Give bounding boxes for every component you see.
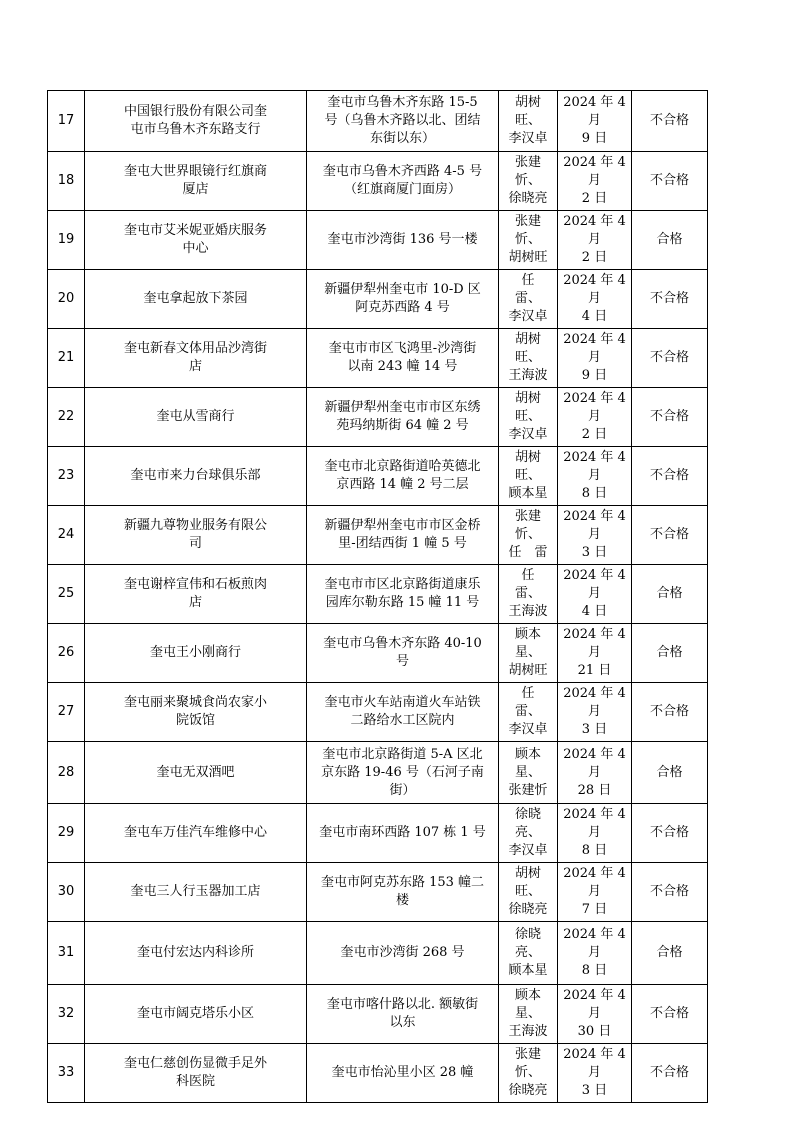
business-name-text: 中国银行股份有限公司奎 屯市乌鲁木齐东路支行 — [123, 104, 267, 137]
result-cell — [632, 211, 708, 270]
table-row — [48, 211, 708, 270]
business-name-text: 奎屯大世界眼镜行红旗商 厦店 — [123, 164, 267, 197]
inspection-date-text: 2024 年 4 月 7 日 — [563, 866, 626, 917]
business-name-text: 奎屯新春文体用品沙湾街 店 — [123, 341, 267, 374]
table-row — [48, 447, 708, 506]
result-cell — [632, 270, 708, 329]
row-number-cell — [48, 270, 85, 329]
table-row — [48, 91, 708, 152]
address-text: 奎屯市乌鲁木齐西路 4-5 号 （红旗商厦门面房） — [322, 164, 483, 197]
inspectors-text: 胡树旺、 徐晓亮 — [508, 866, 548, 917]
inspectors-text: 顾本星、 张建忻 — [508, 746, 548, 798]
inspection-date-text: 2024 年 4 月 8 日 — [563, 927, 626, 978]
address-text: 奎屯市北京路街道哈英德北 京西路 14 幢 2 号二层 — [324, 459, 481, 492]
inspection-date-text: 2024 年 4 月 3 日 — [563, 686, 626, 737]
inspection-date-text: 2024 年 4 月 3 日 — [563, 1047, 626, 1098]
address-cell — [307, 804, 499, 863]
table-row — [48, 922, 708, 985]
row-number-cell — [48, 985, 85, 1044]
result-text: 不合格 — [649, 1006, 689, 1021]
row-number-cell — [48, 388, 85, 447]
inspection-date-cell — [558, 388, 632, 447]
row-number-cell — [48, 863, 85, 922]
business-name-cell — [85, 329, 307, 388]
inspectors-cell — [499, 91, 558, 152]
result-cell — [632, 447, 708, 506]
business-name-text: 奎屯市来力台球俱乐部 — [130, 468, 261, 483]
inspectors-text: 张建忻、 徐晓亮 — [508, 1047, 548, 1098]
address-text: 新疆伊犁州奎屯市市区东绣 苑玛纳斯街 64 幢 2 号 — [324, 400, 481, 433]
address-cell — [307, 270, 499, 329]
address-text: 奎屯市南环西路 107 栋 1 号 — [319, 825, 486, 840]
result-text: 合格 — [656, 764, 683, 780]
row-number-text: 31 — [57, 945, 75, 960]
address-text: 新疆伊犁州奎屯市 10-D 区 阿克苏西路 4 号 — [324, 282, 481, 315]
row-number-text: 29 — [57, 825, 75, 840]
business-name-cell — [85, 624, 307, 683]
row-number-text: 17 — [57, 113, 75, 128]
row-number-cell — [48, 447, 85, 506]
row-number-cell — [48, 506, 85, 565]
result-text: 不合格 — [649, 884, 689, 899]
inspectors-cell — [499, 1044, 558, 1103]
inspectors-text: 胡树旺、 李汉卓 — [508, 391, 548, 442]
inspection-date-cell — [558, 211, 632, 270]
business-name-text: 奎屯付宏达内科诊所 — [136, 945, 254, 960]
inspection-results-table — [47, 90, 708, 1103]
inspection-date-cell — [558, 270, 632, 329]
inspectors-cell — [499, 152, 558, 211]
result-cell — [632, 683, 708, 742]
inspectors-text: 任 雷、 李汉卓 — [508, 273, 548, 324]
row-number-cell — [48, 329, 85, 388]
result-text: 不合格 — [649, 173, 689, 188]
result-text: 不合格 — [649, 291, 689, 306]
inspection-date-cell — [558, 565, 632, 624]
business-name-cell — [85, 506, 307, 565]
business-name-cell — [85, 985, 307, 1044]
inspectors-text: 张建忻、 任 雷 — [508, 509, 548, 560]
result-text: 不合格 — [649, 350, 689, 365]
address-text: 奎屯市乌鲁木齐东路 15-5 号（乌鲁木齐路以北、团结 东街以东） — [324, 95, 481, 146]
address-text: 奎屯市沙湾街 268 号 — [340, 945, 465, 960]
business-name-cell — [85, 863, 307, 922]
business-name-cell — [85, 922, 307, 985]
address-cell — [307, 91, 499, 152]
inspectors-text: 顾本星、 胡树旺 — [508, 627, 548, 678]
address-cell — [307, 922, 499, 985]
inspection-date-text: 2024 年 4 月 8 日 — [563, 450, 626, 501]
row-number-text: 22 — [57, 409, 75, 424]
address-cell — [307, 683, 499, 742]
business-name-text: 奎屯车万佳汽车维修中心 — [123, 825, 267, 840]
inspectors-cell — [499, 985, 558, 1044]
address-text: 奎屯市火车站南道火车站铁 二路给水工区院内 — [324, 695, 481, 728]
inspectors-cell — [499, 211, 558, 270]
inspection-date-cell — [558, 742, 632, 804]
result-text: 合格 — [656, 945, 683, 960]
result-text: 不合格 — [649, 468, 689, 483]
inspectors-text: 任 雷、 王海波 — [508, 568, 548, 619]
row-number-text: 33 — [57, 1065, 75, 1080]
inspection-date-cell — [558, 985, 632, 1044]
row-number-text: 28 — [57, 764, 75, 780]
inspectors-text: 张建忻、 胡树旺 — [508, 214, 548, 265]
inspection-date-text: 2024 年 4 月 2 日 — [563, 155, 626, 206]
table-row — [48, 742, 708, 804]
row-number-cell — [48, 565, 85, 624]
address-cell — [307, 388, 499, 447]
table-row — [48, 388, 708, 447]
result-text: 不合格 — [649, 1065, 689, 1080]
result-cell — [632, 985, 708, 1044]
business-name-text: 奎屯从雪商行 — [156, 409, 235, 424]
table-body — [48, 91, 708, 1103]
business-name-cell — [85, 211, 307, 270]
address-text: 奎屯市阿克苏东路 153 幢二 楼 — [320, 875, 485, 908]
business-name-text: 奎屯王小刚商行 — [149, 645, 241, 660]
row-number-cell — [48, 91, 85, 152]
inspection-date-text: 2024 年 4 月 3 日 — [563, 509, 626, 560]
result-cell — [632, 91, 708, 152]
address-text: 奎屯市市区飞鸿里-沙湾街 以南 243 幢 14 号 — [328, 341, 477, 374]
result-text: 合格 — [656, 645, 683, 660]
inspection-date-cell — [558, 329, 632, 388]
inspectors-cell — [499, 447, 558, 506]
address-cell — [307, 152, 499, 211]
result-cell — [632, 329, 708, 388]
address-text: 奎屯市喀什路以北. 额敏街 以东 — [326, 997, 479, 1030]
result-cell — [632, 863, 708, 922]
inspectors-cell — [499, 863, 558, 922]
inspectors-text: 胡树旺、 王海波 — [508, 332, 548, 383]
inspectors-text: 胡树旺、 李汉卓 — [508, 95, 548, 146]
inspectors-cell — [499, 683, 558, 742]
address-cell — [307, 1044, 499, 1103]
row-number-text: 19 — [57, 232, 75, 247]
inspection-date-text: 2024 年 4 月 30 日 — [563, 988, 626, 1039]
result-cell — [632, 506, 708, 565]
inspection-date-text: 2024 年 4 月 2 日 — [563, 391, 626, 442]
address-cell — [307, 742, 499, 804]
result-text: 不合格 — [649, 409, 689, 424]
table-row — [48, 624, 708, 683]
business-name-text: 奎屯丽来聚城食尚农家小 院饭馆 — [123, 695, 267, 728]
inspection-date-cell — [558, 624, 632, 683]
result-cell — [632, 388, 708, 447]
result-cell — [632, 742, 708, 804]
row-number-text: 25 — [57, 586, 75, 601]
result-cell — [632, 922, 708, 985]
business-name-text: 新疆九尊物业服务有限公 司 — [123, 518, 267, 551]
inspection-date-cell — [558, 922, 632, 985]
table-row — [48, 863, 708, 922]
table-row — [48, 804, 708, 863]
inspectors-cell — [499, 270, 558, 329]
result-cell — [632, 565, 708, 624]
inspection-date-text: 2024 年 4 月 8 日 — [563, 807, 626, 858]
inspectors-text: 胡树旺、 顾本星 — [508, 450, 548, 501]
row-number-cell — [48, 624, 85, 683]
business-name-text: 奎屯仁慈创伤显微手足外 科医院 — [123, 1056, 267, 1089]
table-row — [48, 152, 708, 211]
inspection-date-cell — [558, 91, 632, 152]
row-number-text: 27 — [57, 704, 75, 719]
inspectors-cell — [499, 565, 558, 624]
row-number-cell — [48, 742, 85, 804]
result-text: 不合格 — [649, 113, 689, 128]
inspectors-cell — [499, 804, 558, 863]
address-cell — [307, 624, 499, 683]
business-name-cell — [85, 388, 307, 447]
row-number-text: 21 — [57, 350, 75, 365]
table-row — [48, 683, 708, 742]
address-text: 奎屯市市区北京路街道康乐 园库尔勒东路 15 幢 11 号 — [324, 577, 481, 610]
table-row — [48, 270, 708, 329]
result-cell — [632, 1044, 708, 1103]
business-name-cell — [85, 270, 307, 329]
business-name-cell — [85, 447, 307, 506]
row-number-text: 20 — [57, 291, 75, 306]
table-row — [48, 565, 708, 624]
inspectors-text: 徐晓亮、 顾本星 — [508, 927, 548, 978]
result-cell — [632, 152, 708, 211]
result-text: 合格 — [656, 232, 683, 247]
table-row — [48, 985, 708, 1044]
business-name-cell — [85, 91, 307, 152]
business-name-text: 奎屯三人行玉器加工店 — [130, 884, 261, 899]
inspection-date-text: 2024 年 4 月 21 日 — [563, 627, 626, 678]
inspection-date-cell — [558, 863, 632, 922]
inspection-date-text: 2024 年 4 月 4 日 — [563, 273, 626, 324]
inspection-date-text: 2024 年 4 月 9 日 — [563, 95, 626, 146]
address-cell — [307, 211, 499, 270]
inspectors-cell — [499, 329, 558, 388]
business-name-cell — [85, 152, 307, 211]
address-text: 新疆伊犁州奎屯市市区金桥 里-团结西街 1 幢 5 号 — [324, 518, 481, 551]
inspection-date-text: 2024 年 4 月 9 日 — [563, 332, 626, 383]
address-cell — [307, 863, 499, 922]
business-name-cell — [85, 683, 307, 742]
row-number-text: 18 — [57, 173, 75, 188]
inspectors-text: 徐晓亮、 李汉卓 — [508, 807, 548, 858]
address-cell — [307, 565, 499, 624]
business-name-text: 奎屯市艾米妮亚婚庆服务 中心 — [123, 223, 267, 256]
inspectors-text: 张建忻、 徐晓亮 — [508, 155, 548, 206]
inspectors-cell — [499, 922, 558, 985]
result-text: 不合格 — [649, 704, 689, 719]
row-number-cell — [48, 804, 85, 863]
inspectors-cell — [499, 506, 558, 565]
result-text: 合格 — [656, 586, 683, 601]
business-name-cell — [85, 742, 307, 804]
address-cell — [307, 985, 499, 1044]
address-cell — [307, 506, 499, 565]
address-text: 奎屯市怡沁里小区 28 幢 — [331, 1065, 474, 1080]
address-text: 奎屯市北京路街道 5-A 区北 京东路 19-46 号（石河子南 街） — [321, 746, 484, 798]
row-number-cell — [48, 152, 85, 211]
inspectors-cell — [499, 624, 558, 683]
result-text: 不合格 — [649, 825, 689, 840]
row-number-text: 30 — [57, 884, 75, 899]
inspection-date-cell — [558, 683, 632, 742]
business-name-cell — [85, 1044, 307, 1103]
inspectors-text: 任 雷、 李汉卓 — [508, 686, 548, 737]
address-text: 奎屯市乌鲁木齐东路 40-10 号 — [323, 636, 482, 669]
business-name-cell — [85, 565, 307, 624]
row-number-cell — [48, 922, 85, 985]
row-number-cell — [48, 1044, 85, 1103]
row-number-text: 23 — [57, 468, 75, 483]
inspectors-cell — [499, 742, 558, 804]
inspection-date-text: 2024 年 4 月 28 日 — [563, 746, 626, 798]
table-row — [48, 329, 708, 388]
business-name-text: 奎屯谢梓宣伟和石板煎肉 店 — [123, 577, 267, 610]
business-name-text: 奎屯市阔克塔乐小区 — [136, 1006, 254, 1021]
business-name-cell — [85, 804, 307, 863]
business-name-text: 奎屯拿起放下茶园 — [143, 291, 248, 306]
table-row — [48, 506, 708, 565]
row-number-cell — [48, 683, 85, 742]
result-cell — [632, 624, 708, 683]
row-number-text: 32 — [57, 1006, 75, 1021]
result-cell — [632, 804, 708, 863]
address-cell — [307, 329, 499, 388]
address-cell — [307, 447, 499, 506]
inspectors-cell — [499, 388, 558, 447]
row-number-cell — [48, 211, 85, 270]
row-number-text: 26 — [57, 645, 75, 660]
inspection-date-cell — [558, 447, 632, 506]
inspection-date-cell — [558, 804, 632, 863]
table-row — [48, 1044, 708, 1103]
result-text: 不合格 — [649, 527, 689, 542]
inspectors-text: 顾本星、 王海波 — [508, 988, 548, 1039]
row-number-text: 24 — [57, 527, 75, 542]
inspection-date-cell — [558, 506, 632, 565]
inspection-date-text: 2024 年 4 月 2 日 — [563, 214, 626, 265]
inspection-date-text: 2024 年 4 月 4 日 — [563, 568, 626, 619]
business-name-text: 奎屯无双酒吧 — [156, 764, 235, 780]
address-text: 奎屯市沙湾街 136 号一楼 — [327, 232, 478, 247]
inspection-date-cell — [558, 1044, 632, 1103]
inspection-date-cell — [558, 152, 632, 211]
